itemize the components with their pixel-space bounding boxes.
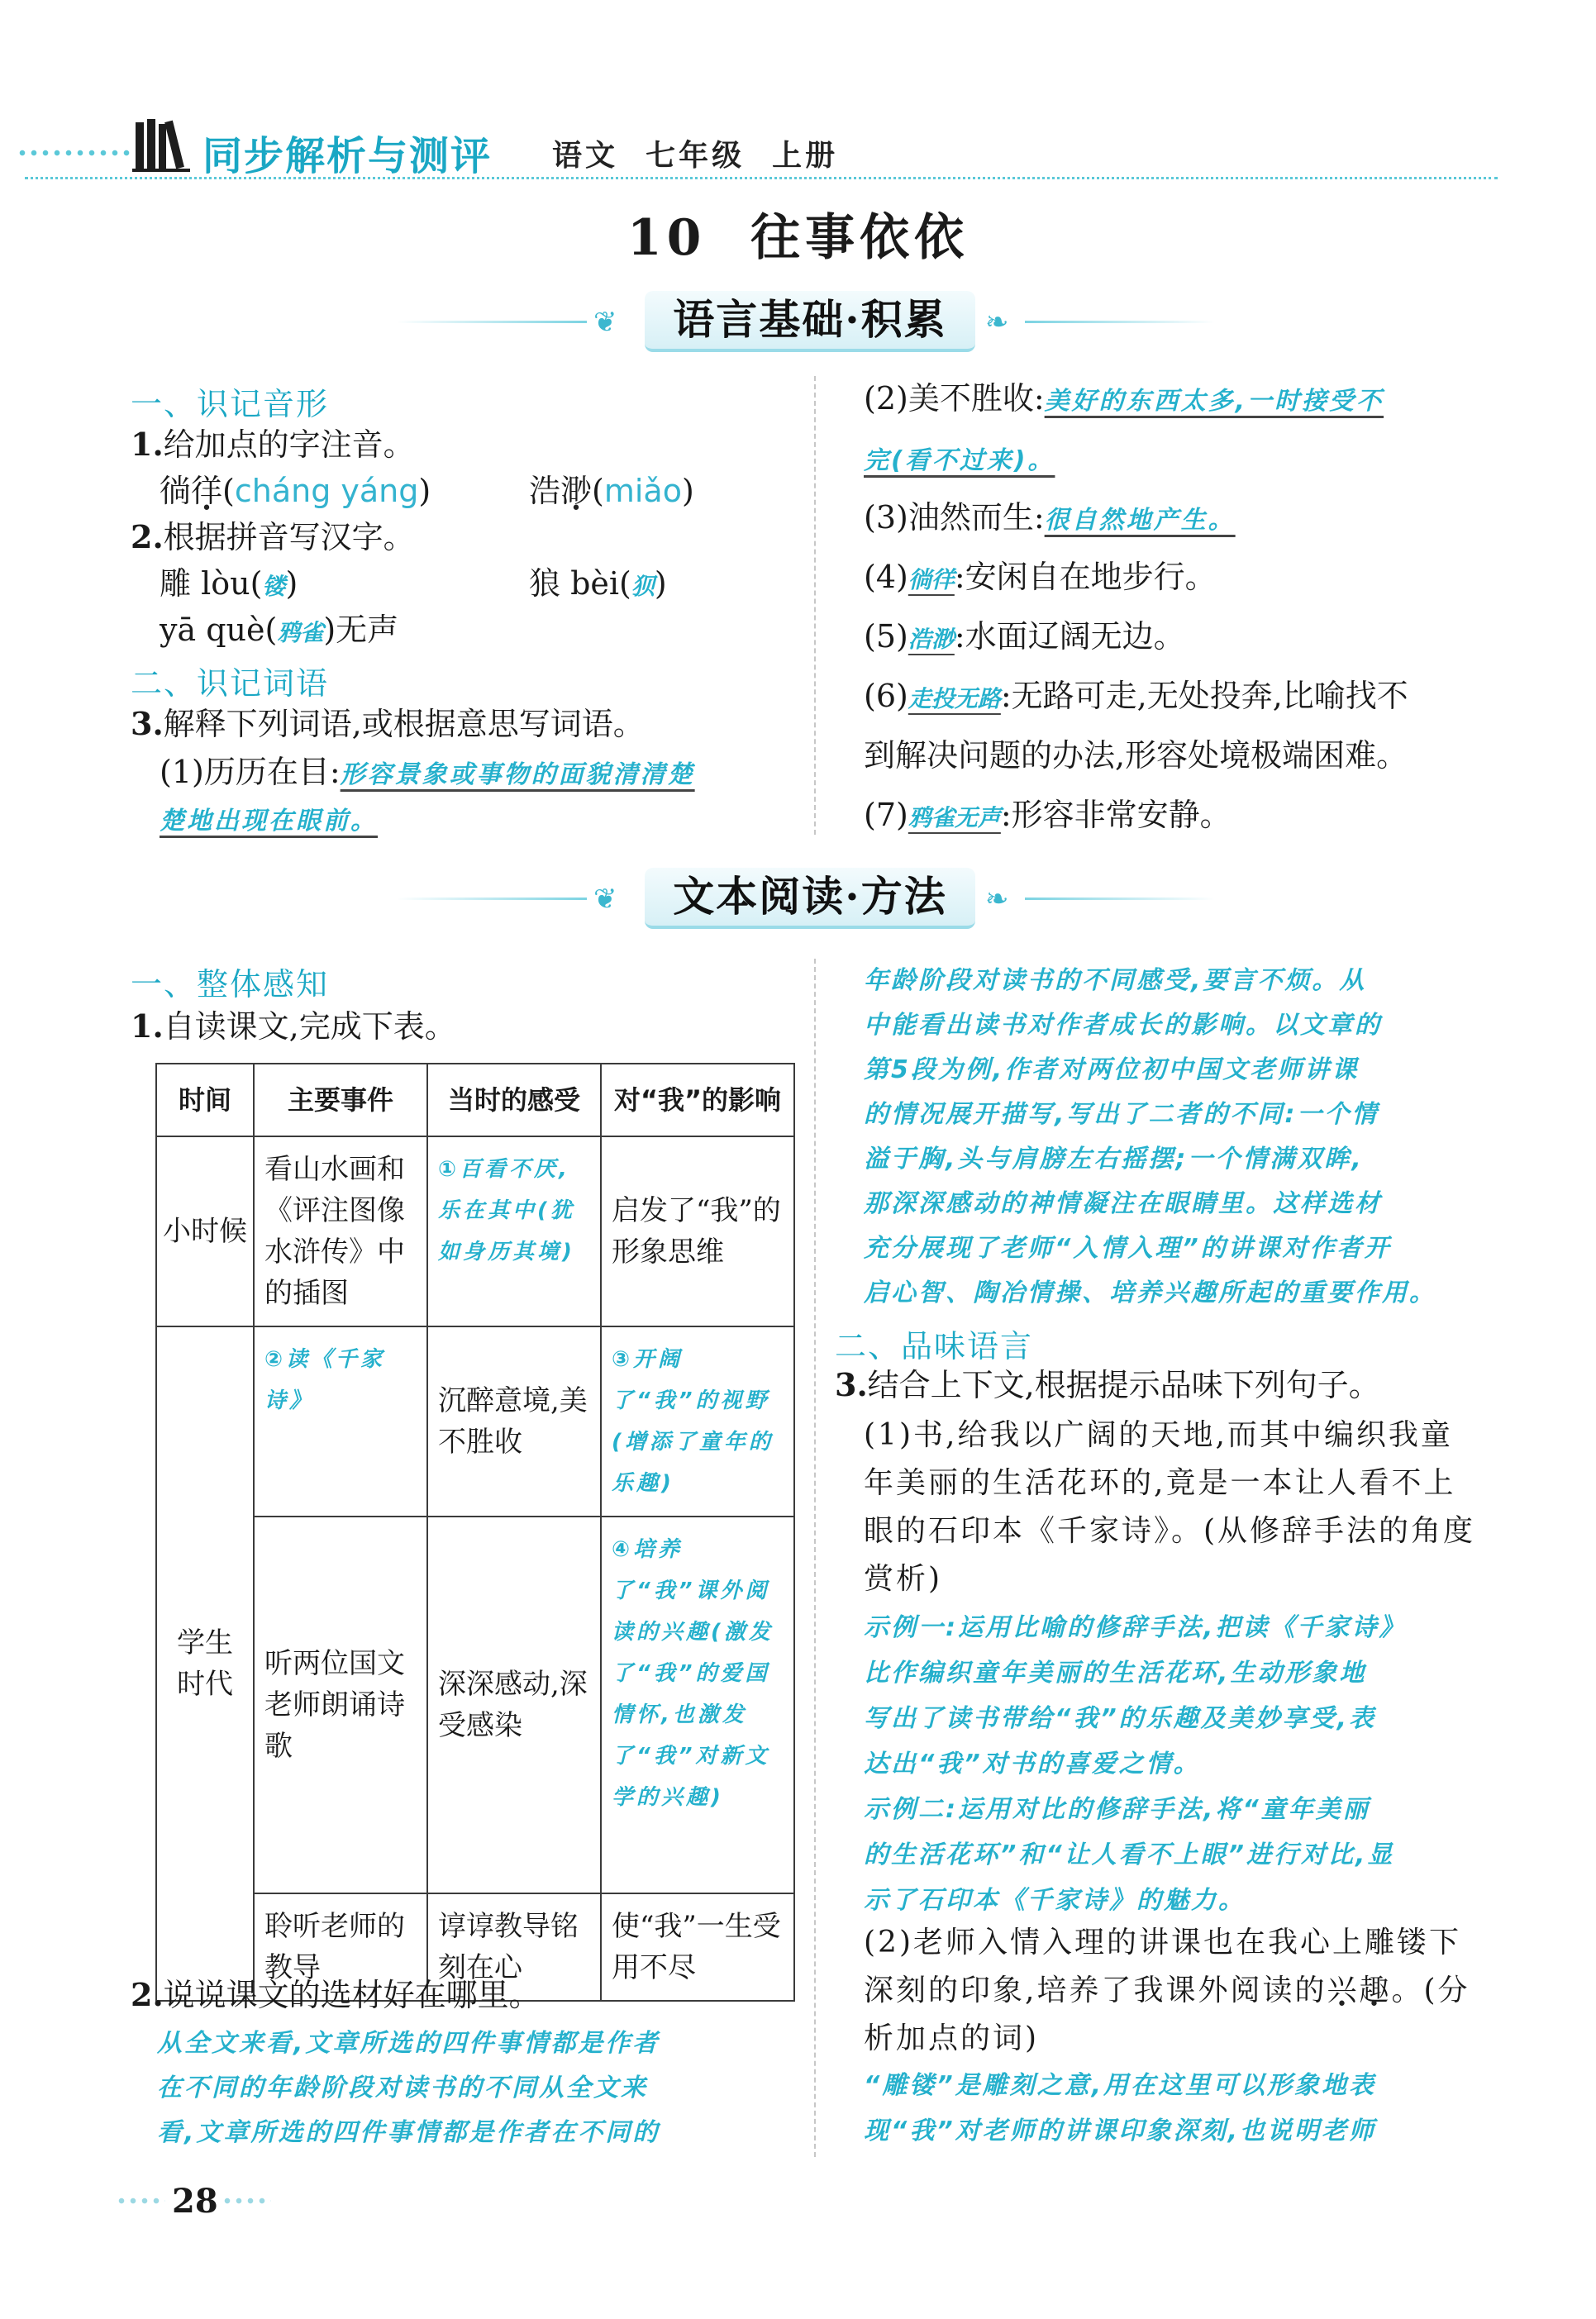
prompt: yā què( bbox=[160, 612, 278, 648]
answer: 很自然地产生。 bbox=[1044, 506, 1236, 535]
table-header: 主要事件 bbox=[254, 1064, 427, 1136]
answer: 鸦雀 bbox=[277, 619, 324, 646]
term-3 bbox=[864, 496, 1236, 542]
dotted-char: 渺 bbox=[560, 473, 593, 509]
word-char: 徜 bbox=[160, 473, 192, 509]
prompt: 狼 bèi( bbox=[529, 565, 631, 602]
definition: :无路可走,无处投奔,比喻找不 bbox=[1000, 678, 1408, 714]
dotted-char: 兴 bbox=[1327, 1974, 1360, 2007]
answer-line: 充分展现了老师“入情入理”的讲课对作者开 bbox=[864, 1234, 1392, 1263]
term-1 bbox=[160, 750, 695, 797]
table-cell-effect-answer: ③开阔了“我”的视野(增添了童年的乐趣) bbox=[601, 1326, 794, 1517]
question-number: 3. bbox=[131, 705, 164, 742]
answer-line: “雕镂”是雕刻之意,用在这里可以形象地表 bbox=[864, 2071, 1377, 2100]
table-cell-event: 聆听老师的教导 bbox=[254, 1893, 427, 2001]
banner-language-foundation bbox=[397, 289, 1223, 355]
prompt: 雕 lòu( bbox=[160, 565, 263, 602]
dotted-char: 徉 bbox=[191, 473, 223, 509]
question-3 bbox=[131, 702, 645, 745]
question-line: (2)老师入情入理的讲课也在我心上雕镂下 bbox=[864, 1926, 1461, 1959]
answer-line: 溢于胸,头与肩膀左右摇摆;一个情满双眸, bbox=[864, 1145, 1364, 1174]
table-cell-feeling: 深深感动,深受感染 bbox=[427, 1517, 601, 1893]
banner-text-reading bbox=[397, 866, 1223, 932]
section-heading: 二、识记词语 bbox=[131, 665, 330, 702]
definition: :水面辽阔无边。 bbox=[954, 618, 1185, 655]
answer-line: 看,文章所选的四件事情都是作者在不同的 bbox=[157, 2118, 660, 2147]
pinyin-item-1: 徜徉(cháng yáng) bbox=[160, 473, 431, 509]
question-3-1 bbox=[864, 1412, 1475, 1603]
table-cell-effect: 使“我”一生受用不尽 bbox=[601, 1893, 794, 2001]
table-row bbox=[156, 1326, 794, 1517]
question-text: 解释下列词语,或根据意思写词语。 bbox=[163, 706, 645, 742]
answer: 镂 bbox=[262, 573, 286, 600]
answer: 美好的东西太多,一时接受不 bbox=[1044, 387, 1384, 416]
books-icon bbox=[132, 116, 190, 174]
answer: 形容景象或事物的面貌清清楚 bbox=[340, 760, 695, 789]
answer-line: 达出“我”对书的喜爱之情。 bbox=[864, 1750, 1201, 1779]
table-cell-event: 看山水画和《评注图像水浒传》中的插图 bbox=[254, 1136, 427, 1326]
term-7 bbox=[864, 793, 1232, 840]
term-4 bbox=[864, 555, 1217, 602]
term-label: (2)美不胜收: bbox=[864, 380, 1045, 417]
question-line bbox=[864, 1967, 1470, 2015]
answer-line: 从全文来看,文章所选的四件事情都是作者 bbox=[157, 2029, 660, 2058]
pinyin-answer: miǎo bbox=[603, 473, 682, 509]
swirl-ornament-icon: ❧ bbox=[985, 306, 1009, 339]
pinyin-item-2: 浩渺(miǎo) bbox=[529, 473, 694, 509]
table-header: 当时的感受 bbox=[427, 1064, 601, 1136]
term-label: (3)油然而生: bbox=[864, 499, 1045, 536]
swirl-ornament-icon: ❧ bbox=[985, 883, 1009, 916]
answer-line: 启心智、陶冶情操、培养兴趣所起的重要作用。 bbox=[864, 1279, 1436, 1307]
answer-line: 那深深感动的神情凝注在眼睛里。这样选材 bbox=[864, 1189, 1382, 1218]
term-label: (5) bbox=[864, 618, 908, 655]
question-line: 眼的石印本《千家诗》。(从修辞手法的角度 bbox=[864, 1514, 1476, 1548]
term-label: (6) bbox=[864, 678, 908, 714]
answer: 鸦雀无声 bbox=[908, 804, 1001, 831]
table-cell-effect-answer: ④培养了“我”课外阅读的兴趣(激发了“我”的爱国情怀,也激发了“我”对新文学的兴趣) bbox=[601, 1517, 794, 1893]
answer-q2 bbox=[157, 2021, 660, 2155]
term-label: (7) bbox=[864, 797, 908, 833]
term-label: (4) bbox=[864, 559, 908, 595]
section-heading: 一、识记音形 bbox=[131, 386, 330, 422]
answer-line: 在不同的年龄阶段对读书的不同从全文来 bbox=[157, 2074, 648, 2102]
answer: 狈 bbox=[631, 573, 655, 600]
paren: ) bbox=[654, 565, 667, 602]
text: 。(分 bbox=[1391, 1974, 1470, 2007]
term-label: (1)历历在目: bbox=[160, 754, 341, 790]
question-line: (1)书,给我以广阔的天地,而其中编织我童 bbox=[864, 1418, 1453, 1452]
question-line: 年美丽的生活花环的,竟是一本让人看不上 bbox=[864, 1466, 1456, 1500]
question-2 bbox=[131, 516, 415, 559]
term-2-cont bbox=[864, 436, 1055, 483]
page-number: 28 bbox=[172, 2182, 218, 2221]
table-cell-time: 小时候 bbox=[156, 1136, 254, 1326]
definition: :安闲自在地步行。 bbox=[954, 559, 1217, 595]
reading-table bbox=[155, 1063, 795, 2002]
lesson-title: 10 往事依依 bbox=[626, 209, 970, 267]
term-5 bbox=[864, 615, 1185, 661]
question-number: 1. bbox=[131, 1007, 164, 1045]
question-number: 2. bbox=[131, 1976, 164, 2013]
column-divider bbox=[814, 959, 816, 2157]
answer-line: 的情况展开描写,写出了二者的不同:一个情 bbox=[864, 1100, 1379, 1129]
answer: 徜徉 bbox=[908, 566, 955, 593]
hanzi-item-3 bbox=[160, 608, 398, 655]
answer-line: 中能看出读书对作者成长的影响。以文章的 bbox=[864, 1011, 1382, 1040]
answer-line: 写出了读书带给“我”的乐趣及美妙享受,表 bbox=[864, 1704, 1377, 1733]
table-header: 时间 bbox=[156, 1064, 254, 1136]
table-cell-time: 学生时代 bbox=[156, 1326, 254, 2001]
table-cell-feeling: 谆谆教导铭刻在心 bbox=[427, 1893, 601, 2001]
question-text: 说说课文的选材好在哪里。 bbox=[163, 1977, 541, 2013]
question-2 bbox=[131, 1974, 541, 2017]
question-line: 赏析) bbox=[864, 1562, 943, 1596]
swirl-ornament-icon: ❦ bbox=[593, 306, 617, 339]
answer: 浩渺 bbox=[908, 626, 955, 653]
answer-line: 示了石印本《千家诗》的魅力。 bbox=[864, 1886, 1246, 1915]
question-1 bbox=[131, 1005, 456, 1048]
term-6 bbox=[864, 674, 1408, 721]
answer-line: 现“我”对老师的讲课印象深刻,也说明老师 bbox=[864, 2117, 1377, 2145]
question-number: 2. bbox=[131, 518, 164, 555]
term-1-cont bbox=[160, 797, 378, 843]
swirl-ornament-icon: ❦ bbox=[593, 883, 617, 916]
banner-title: 语言基础·积累 bbox=[645, 291, 975, 352]
subject-grade: 语文 七年级 上册 bbox=[552, 139, 839, 173]
header-divider bbox=[25, 177, 1498, 179]
banner-title: 文本阅读·方法 bbox=[645, 868, 975, 929]
hanzi-item-1 bbox=[160, 562, 298, 608]
answer-q2-cont bbox=[864, 959, 1436, 1316]
answer-q3-2 bbox=[864, 2063, 1376, 2154]
answer-line: 第5段为例,作者对两位初中国文老师讲课 bbox=[864, 1055, 1360, 1084]
paren: ) bbox=[285, 565, 298, 602]
page-dots bbox=[222, 2197, 271, 2205]
answer: 走投无路 bbox=[908, 685, 1001, 712]
suffix: )无声 bbox=[323, 612, 399, 648]
question-number: 3. bbox=[835, 1366, 868, 1403]
dotted-char: 趣 bbox=[1359, 1974, 1392, 2007]
definition: 到解决问题的办法,形容处境极端困难。 bbox=[864, 737, 1408, 774]
table-header-row bbox=[156, 1064, 794, 1136]
question-text: 自读课文,完成下表。 bbox=[163, 1008, 456, 1045]
answer-line: 比作编织童年美丽的生活花环,生动形象地 bbox=[864, 1659, 1367, 1688]
question-3 bbox=[835, 1364, 1380, 1407]
column-divider bbox=[814, 376, 816, 835]
series-title: 同步解析与测评 bbox=[202, 133, 493, 179]
answer-line: 年龄阶段对读书的不同感受,要言不烦。从 bbox=[864, 966, 1367, 995]
section-heading: 二、品味语言 bbox=[835, 1328, 1034, 1364]
table-cell-event: 听两位国文老师朗诵诗歌 bbox=[254, 1517, 427, 1893]
answer: 楚地出现在眼前。 bbox=[160, 807, 378, 836]
question-number: 1. bbox=[131, 426, 164, 463]
table-cell-effect: 启发了“我”的形象思维 bbox=[601, 1136, 794, 1326]
page-dots bbox=[116, 2197, 165, 2205]
table-cell-feeling: 沉醉意境,美不胜收 bbox=[427, 1326, 601, 1517]
question-text: 根据拼音写汉字。 bbox=[163, 519, 415, 555]
header-dots bbox=[17, 147, 132, 159]
pinyin-answer: cháng yáng bbox=[234, 473, 419, 509]
term-6-cont bbox=[864, 734, 1408, 777]
answer-q3-1 bbox=[864, 1605, 1406, 1923]
question-3-2 bbox=[864, 1919, 1470, 2063]
section-heading: 一、整体感知 bbox=[131, 966, 330, 1002]
definition: :形容非常安静。 bbox=[1000, 797, 1232, 833]
question-1 bbox=[131, 423, 415, 466]
table-cell-feeling-answer: ①百看不厌,乐在其中(犹如身历其境) bbox=[427, 1136, 601, 1326]
table-header: 对“我”的影响 bbox=[601, 1064, 794, 1136]
hanzi-item-2 bbox=[529, 562, 667, 608]
question-line: 析加点的词) bbox=[864, 2021, 1040, 2055]
text: 深刻的印象,培养了我课外阅读的 bbox=[864, 1974, 1327, 2007]
term-2 bbox=[864, 377, 1384, 423]
word-char: 浩 bbox=[529, 473, 561, 509]
answer-line: 示例一:运用比喻的修辞手法,把读《千家诗》 bbox=[864, 1613, 1407, 1642]
answer: 完(看不过来)。 bbox=[864, 446, 1055, 475]
answer-line: 示例二:运用对比的修辞手法,将“童年美丽 bbox=[864, 1795, 1370, 1824]
question-text: 结合上下文,根据提示品味下列句子。 bbox=[867, 1367, 1380, 1403]
table-cell-event-answer: ②读《千家诗》 bbox=[254, 1326, 427, 1517]
answer-line: 的生活花环”和“让人看不上眼”进行对比,显 bbox=[864, 1840, 1395, 1869]
question-text: 给加点的字注音。 bbox=[163, 426, 415, 463]
table-row bbox=[156, 1136, 794, 1326]
